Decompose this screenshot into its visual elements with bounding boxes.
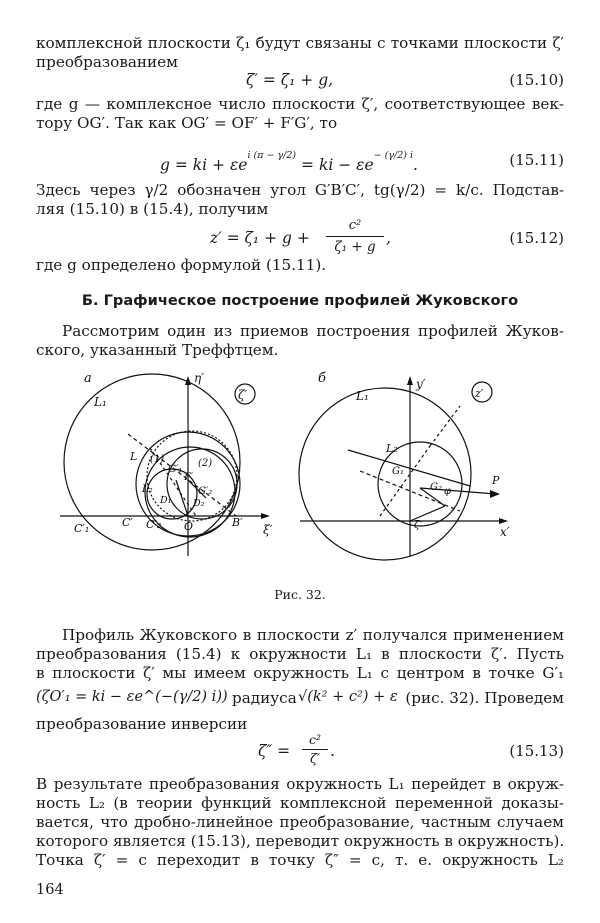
arrow-head — [490, 490, 500, 498]
curve-label: (2) — [198, 458, 213, 469]
line-solid — [176, 480, 188, 516]
text-line: ляя (15.10) в (15.4), получим — [36, 200, 269, 218]
point-label: ζ″ — [414, 520, 424, 531]
equation-number: (15.13) — [509, 742, 564, 760]
equation-number: (15.12) — [509, 229, 564, 247]
point-label: D₁ — [160, 495, 172, 506]
inline-formula: (ζO′₁ = ki − εe^(−(γ/2) i)) — [36, 689, 228, 705]
eq-denominator: ζ′ — [310, 752, 320, 767]
text-line: где g определено формулой (15.11). — [36, 256, 327, 274]
point-label: G′₂ — [198, 486, 213, 497]
eq-part: g = ki + εe — [160, 156, 248, 175]
text-line: преобразования (15.4) к окружности L₁ в плоскости ζ′. Пусть — [36, 645, 564, 663]
text-line: В результате преобразования окружность L₁ перейдет в окруж- — [36, 775, 564, 793]
axis-label: y′ — [416, 377, 426, 391]
text-line: вается, что дробно-линейное преобразование, частным случаем — [36, 813, 564, 831]
page-number: 164 — [36, 882, 64, 898]
eq-part: , — [386, 229, 391, 247]
eq-numerator: c² — [348, 218, 362, 233]
plane-label: z′ — [475, 387, 484, 400]
curve-label: L₂ — [142, 484, 153, 495]
text-line: которого является (15.13), переводит окружность в окружность). — [36, 832, 565, 850]
arrow-head — [407, 376, 413, 385]
point-label: C′₂ — [146, 518, 162, 531]
equation-number: (15.11) — [509, 151, 564, 169]
equation-number: (15.10) — [509, 71, 564, 89]
panel-letter: а — [84, 371, 92, 386]
arrow-head — [499, 518, 508, 524]
plane-label: ζ′ — [238, 388, 248, 402]
text-line: в плоскости ζ′ мы имеем окружность L₁ с центром в точке G′₁ — [36, 664, 564, 682]
angle-label: φ — [444, 486, 452, 497]
text-line: Точка ζ′ = c переходит в точку ζ″ = c, т. е. окружность L₂ — [36, 851, 564, 869]
axis-label: η′ — [194, 371, 204, 385]
text-line: тору OG′. Так как OG′ = OF′ + F′G′, то — [36, 114, 338, 132]
arrow-head — [261, 513, 270, 519]
eq-part: ζ″ = — [258, 742, 291, 760]
curve-label: (1) — [150, 454, 165, 465]
eq-exponent: − (γ/2) i — [373, 150, 414, 161]
text-line: преобразованием — [36, 53, 178, 71]
eq-part: z′ = ζ₁ + g + — [210, 229, 310, 247]
point-label: C′ — [122, 516, 133, 529]
text-fragment: (рис. 32). Проведем — [405, 689, 564, 707]
line-solid — [410, 506, 445, 521]
line-solid — [348, 450, 470, 486]
point-label: O — [184, 520, 194, 533]
figure-caption: Рис. 32. — [274, 587, 326, 602]
section-heading: Б. Графическое построение профилей Жуковского — [81, 292, 519, 309]
point-label: G₂ — [430, 482, 442, 493]
circle-L1 — [299, 388, 471, 560]
equation-15-11 — [160, 152, 418, 175]
text-line-formula — [36, 686, 564, 712]
text-line: комплексной плоскости ζ₁ будут связаны с точками плоскости ζ′ — [36, 34, 564, 52]
curve-label: L₂ — [386, 442, 398, 455]
curve-label: L — [130, 450, 138, 463]
text-fragment: радиуса — [232, 689, 297, 707]
eq-part: . — [413, 156, 418, 175]
inline-sqrt: √(k² + c²) + ε — [298, 689, 398, 705]
point-label: F′ — [184, 472, 194, 483]
point-label: P — [492, 474, 500, 487]
curve-label: L₁ — [94, 395, 107, 409]
eq-part: = ki − εe — [301, 156, 374, 175]
curve-label: L₁ — [356, 389, 369, 403]
text-line: ность L₂ (в теории функций комплексной переменной доказы- — [36, 794, 564, 812]
axis-label: ξ′ — [263, 523, 273, 537]
text-line: Здесь через γ/2 обозначен угол G′B′C′, tg(γ/2) = k/c. Подстав- — [36, 181, 564, 199]
eq-denominator: ζ₁ + g — [334, 239, 376, 255]
eq-exponent: i (π − γ/2) — [247, 150, 297, 161]
eq-numerator: c² — [308, 732, 321, 747]
point-label: G₁ — [392, 466, 404, 477]
text-line: Профиль Жуковского в плоскости z′ получался применением — [62, 626, 564, 644]
axis-label: x′ — [500, 525, 510, 539]
line-dashed — [128, 434, 236, 516]
point-label: G′₁ — [168, 464, 183, 475]
text-line: ского, указанный Треффтцем. — [36, 341, 279, 359]
text-line: преобразование инверсии — [36, 715, 248, 733]
eq-part: . — [330, 742, 335, 760]
panel-letter: б — [318, 371, 326, 386]
text-line: где g — комплексное число плоскости ζ′, соответствующее век- — [36, 95, 564, 113]
point-label: B′ — [232, 516, 243, 529]
text-line: Рассмотрим один из приемов построения профилей Жуков- — [62, 322, 564, 340]
point-label: C′₁ — [74, 522, 90, 535]
point-label: D₂ — [193, 498, 205, 509]
equation-15-10: ζ′ = ζ₁ + g, — [246, 71, 334, 89]
figure-32 — [0, 366, 600, 582]
